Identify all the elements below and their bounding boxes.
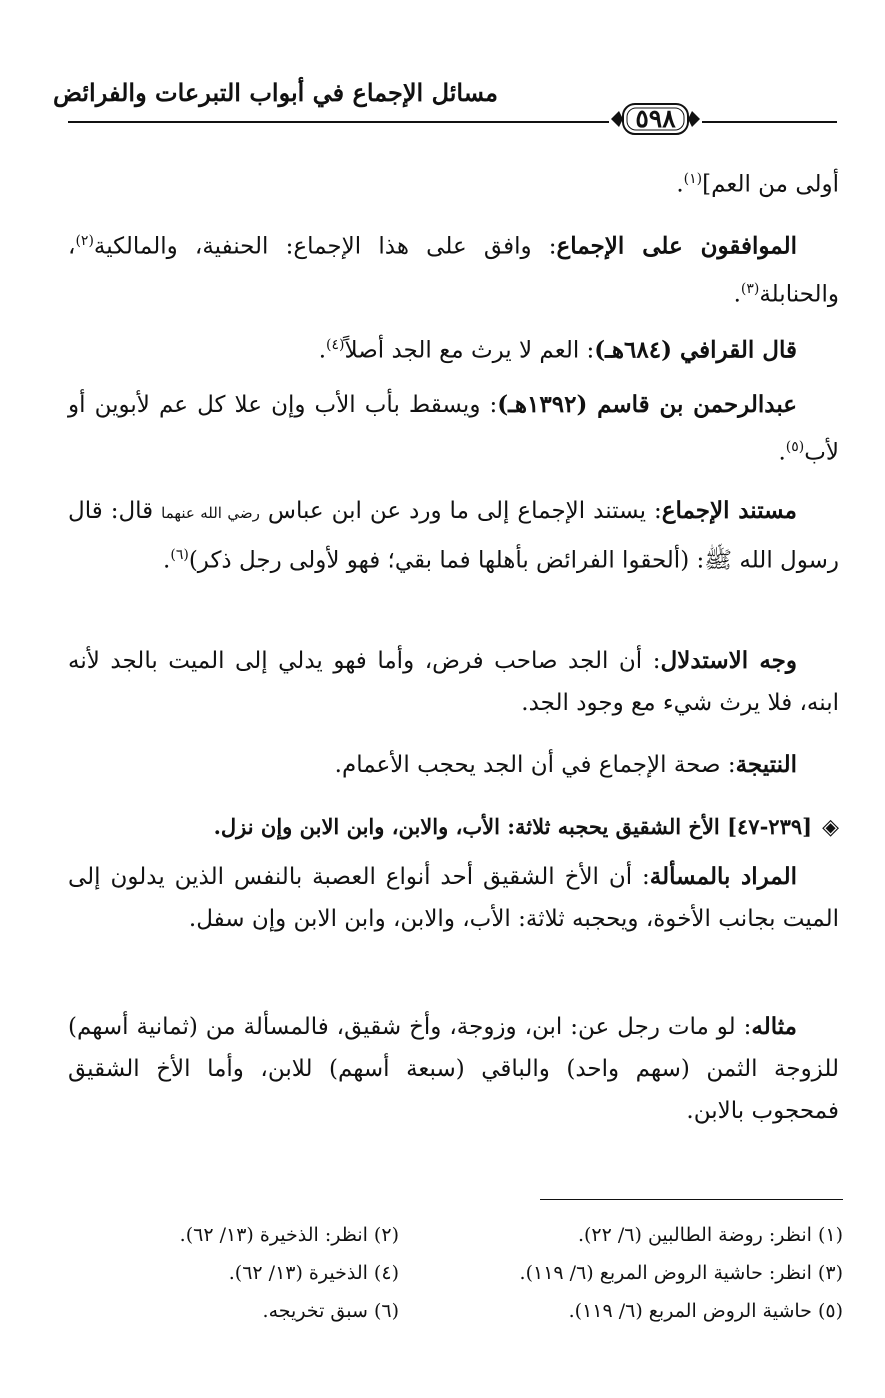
paragraph-text: : أن الجد صاحب فرض، وأما فهو يدلي إلى الميت بالجد لأنه ابنه، فلا يرث شيء مع وجود الجد. — [68, 648, 839, 716]
paragraph-text: قال: قال رسول الله — [68, 498, 839, 574]
paragraph-text: ، والحنابلة — [68, 233, 839, 308]
footnote-ref: (٢) — [75, 233, 94, 249]
paragraph-example — [68, 1006, 839, 1132]
paragraph-end: . — [778, 439, 786, 466]
header-rule-right — [702, 121, 837, 123]
paragraph-supporters — [68, 220, 839, 315]
paragraph-meaning — [68, 856, 839, 940]
paragraph-text: أولى من العم] — [702, 171, 839, 198]
paragraph-end: . — [676, 171, 684, 198]
paragraph-text: : يستند الإجماع إلى ما ورد عن ابن عباس — [267, 498, 662, 524]
paragraph-lead: وجه الاستدلال — [660, 647, 797, 674]
issue-heading — [68, 808, 839, 846]
paragraph-qarafi — [68, 324, 839, 372]
paragraph-text: : صحة الإجماع في أن الجد يحجب الأعمام. — [334, 752, 736, 778]
paragraph-text: : ويسقط بأب الأب وإن علا كل عم لأبوين أو لأب — [68, 392, 839, 466]
paragraph-lead: قال القرافي (٦٨٤هـ) — [594, 336, 797, 364]
footnote-5: (٥) حاشية الروض المربع (٦/ ١١٩). — [568, 1300, 843, 1322]
hadith-text: : (ألحقوا الفرائض بأهلها فما بقي؛ فهو لأولى رجل ذكر) — [188, 547, 705, 574]
footnote-ref: (٣) — [740, 280, 760, 297]
footnote-1: (١) انظر: روضة الطالبين (٦/ ٢٢). — [577, 1224, 843, 1246]
honorific-glyph: رضي الله عنهما — [161, 504, 260, 522]
paragraph-text: : العم لا يرث مع الجد أصلاً — [344, 337, 595, 364]
paragraph-ibn-qasim — [68, 384, 839, 474]
page-number: ٥٩٨ — [635, 104, 676, 133]
paragraph-evidence — [68, 490, 839, 582]
paragraph-end: . — [733, 281, 741, 308]
paragraph-inference — [68, 640, 839, 724]
diamond-bullet-icon: ◈ — [822, 814, 839, 840]
paragraph-lead: النتيجة — [735, 751, 797, 778]
footnote-ref: (١) — [683, 171, 703, 187]
paragraph-result — [68, 744, 839, 786]
footnote-4: (٤) الذخيرة (١٣/ ٦٢). — [228, 1262, 399, 1284]
paragraph-lead: عبدالرحمن بن قاسم (١٣٩٢هـ) — [497, 391, 797, 418]
footnote-ref: (٤) — [326, 337, 345, 353]
paragraph-text: : لو مات رجل عن: ابن، وزوجة، وأخ شقيق، فالمسألة من (ثمانية أسهم) للزوجة الثمن (سهم واحد) والباقي (سبعة أسهم) للابن، وأما الأخ الشقيق فمحجوب بالابن. — [68, 1014, 839, 1124]
paragraph-lead: الموافقون على الإجماع — [556, 232, 797, 260]
footnote-6: (٦) سبق تخريجه. — [262, 1300, 399, 1322]
honorific-glyph: ﷺ — [704, 547, 733, 574]
paragraph-end: . — [163, 547, 171, 574]
footnote-rule — [540, 1199, 843, 1200]
paragraph-1 — [68, 158, 839, 206]
paragraph-text: : أن الأخ الشقيق أحد أنواع العصبة بالنفس الذين يدلون إلى الميت بجانب الأخوة، ويحجبه ثلاثة: الأب، والابن، وابن الابن وإن سفل. — [68, 864, 839, 932]
footnote-ref: (٦) — [170, 547, 189, 563]
running-header-title: مسائل الإجماع في أبواب التبرعات والفرائض — [52, 78, 498, 107]
header-rule-left — [68, 121, 609, 123]
issue-heading-text: [٢٣٩-٤٧] الأخ الشقيق يحجبه ثلاثة: الأب، والابن، وابن الابن وإن نزل. — [213, 814, 813, 839]
paragraph-lead: المراد بالمسألة — [649, 863, 797, 890]
footnote-3: (٣) انظر: حاشية الروض المربع (٦/ ١١٩). — [519, 1262, 843, 1284]
paragraph-lead: مثاله — [751, 1013, 797, 1040]
footnote-ref: (٥) — [785, 439, 805, 455]
paragraph-end: . — [318, 337, 327, 364]
paragraph-lead: مستند الإجماع — [661, 497, 797, 524]
paragraph-text: : وافق على هذا الإجماع: الحنفية، والمالكية — [93, 233, 557, 260]
page-number-badge — [609, 100, 702, 138]
footnote-2: (٢) انظر: الذخيرة (١٣/ ٦٢). — [179, 1224, 399, 1246]
